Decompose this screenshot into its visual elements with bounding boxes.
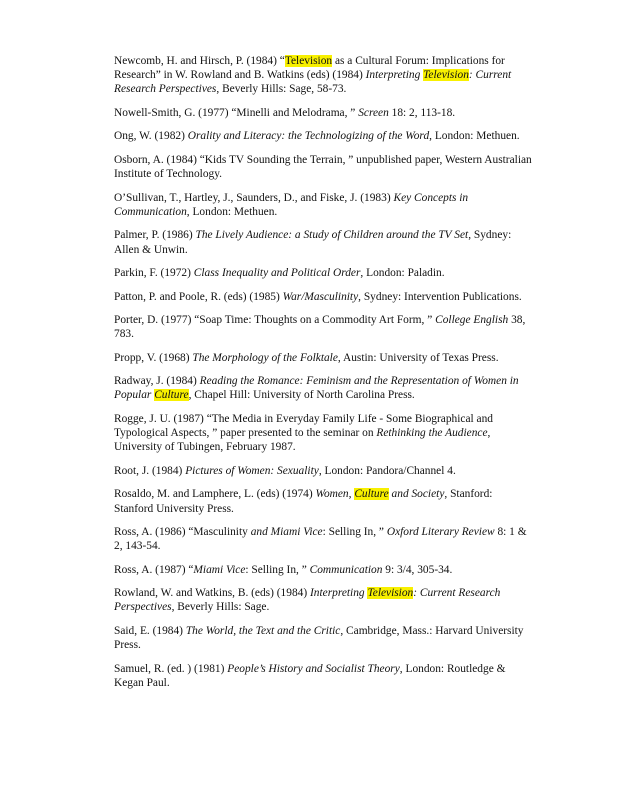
reference-text: : Selling In, ” [322, 526, 387, 539]
reference-text: O’Sullivan, T., Hartley, J., Saunders, D., and Fiske, J. (1983) [114, 191, 394, 204]
reference-text: 18: 2, 113-18. [388, 106, 456, 119]
italic-title: Women, [315, 488, 355, 501]
italic-title: Interpreting [365, 69, 424, 82]
reference-text: Parkin, F. (1972) [114, 267, 194, 280]
reference-text: Rogge, J. U. (1987) “The Media in Everyday Family Life - Some Biographical and Typological Aspects, ” paper presented to the seminar on [114, 412, 493, 440]
highlighted-term: Television [284, 55, 333, 67]
reference-text: , Stanford: Stanford University Press. [114, 488, 493, 515]
reference-text: : Selling In, ” [245, 563, 310, 576]
reference-text: , Beverly Hills: Sage, 58-73. [216, 83, 347, 96]
italic-title: : Current Research Perspectives [114, 587, 501, 614]
reference-entry [114, 412, 534, 455]
reference-text: Samuel, R. (ed. ) (1981) [114, 662, 228, 675]
reference-text: Ross, A. (1986) “Masculinity [114, 526, 251, 539]
reference-entry [114, 525, 534, 553]
italic-title: The Lively Audience: a Study of Children around the TV Set [195, 229, 469, 242]
italic-title: and Miami Vice [250, 526, 323, 539]
reference-entry [114, 351, 534, 365]
italic-title: Screen [358, 106, 389, 119]
reference-entry [114, 374, 534, 402]
reference-entry [114, 153, 534, 181]
reference-entry [114, 487, 534, 515]
reference-text: Said, E. (1984) [114, 624, 186, 637]
reference-text: , Austin: University of Texas Press. [337, 351, 499, 364]
reference-text: Nowell-Smith, G. (1977) “Minelli and Melodrama, ” [114, 106, 359, 119]
reference-text: , London: Methuen. [429, 130, 520, 143]
highlighted-term: Culture [354, 488, 389, 501]
reference-entry [114, 290, 534, 304]
reference-text: , London: Methuen. [186, 205, 278, 218]
reference-list [114, 54, 534, 699]
reference-text: 9: 3/4, 305-34. [382, 563, 453, 576]
reference-text: Osborn, A. (1984) “Kids TV Sounding the Terrain, ” unpublished paper, Western Australian Institute of Technology. [114, 153, 532, 181]
reference-text: Porter, D. (1977) “Soap Time: Thoughts on a Commodity Art Form, ” [114, 314, 436, 327]
reference-entry [114, 129, 534, 143]
italic-title: Miami Vice [193, 563, 246, 576]
reference-text: Ross, A. (1987) “ [114, 563, 194, 576]
reference-text: , Sydney: Intervention Publications. [358, 290, 522, 303]
italic-title: Reading the Romance: Feminism and the Representation of Women in Popular [114, 375, 519, 402]
reference-text: , London: Routledge & Kegan Paul. [114, 662, 506, 689]
reference-text: , Cambridge, Mass.: Harvard University Press. [114, 624, 524, 652]
reference-entry [114, 624, 534, 652]
italic-title: Orality and Literacy: the Technologizing of the Word [187, 130, 430, 143]
italic-title: Oxford Literary Review [386, 526, 495, 539]
reference-entry [114, 586, 534, 614]
reference-entry [114, 106, 534, 120]
reference-text: Newcomb, H. and Hirsch, P. (1984) “ [114, 55, 285, 67]
reference-entry [114, 191, 534, 219]
italic-title: The World, the Text and the Critic [185, 624, 341, 637]
reference-text: Root, J. (1984) [114, 464, 186, 477]
reference-text: , University of Tubingen, February 1987. [114, 427, 491, 454]
italic-title: Key Concepts in Communication [114, 191, 469, 218]
reference-entry [114, 313, 534, 341]
reference-text: Palmer, P. (1986) [114, 229, 196, 242]
italic-title: : Current Research Perspectives [114, 69, 512, 96]
italic-title: Interpreting [309, 587, 368, 600]
reference-text: Radway, J. (1984) [114, 375, 200, 388]
reference-text: Patton, P. and Poole, R. (eds) (1985) [114, 290, 283, 303]
italic-title: Rethinking the Audience [376, 427, 488, 440]
reference-text: Rowland, W. and Watkins, B. (eds) (1984) [114, 587, 310, 600]
reference-text: , London: Pandora/Channel 4. [318, 464, 456, 477]
reference-entry [114, 266, 534, 280]
reference-entry [114, 54, 534, 97]
reference-text: 38, 783. [114, 314, 526, 341]
reference-entry [114, 228, 534, 256]
italic-title: Communication [309, 563, 383, 576]
reference-text: , Beverly Hills: Sage. [171, 601, 270, 614]
reference-text: Ong, W. (1982) [114, 130, 188, 143]
reference-text: , London: Paladin. [360, 267, 445, 280]
reference-entry [114, 563, 534, 577]
italic-title: The Morphology of the Folktale [192, 351, 338, 364]
italic-title: Pictures of Women: Sexuality [185, 464, 319, 477]
italic-title: College English [435, 314, 509, 327]
reference-text: Propp, V. (1968) [114, 351, 193, 364]
italic-title: People’s History and Socialist Theory [227, 662, 400, 675]
reference-text: as a Cultural Forum: Implications for Research” in W. Rowland and B. Watkins (eds) (1984) [114, 55, 505, 82]
reference-text: , Sydney: Allen & Unwin. [114, 229, 512, 256]
highlighted-term: Television [367, 587, 414, 600]
reference-text: , Chapel Hill: University of North Carolina Press. [188, 389, 415, 402]
italic-title: Class Inequality and Political Order [193, 267, 361, 280]
reference-text: Rosaldo, M. and Lamphere, L. (eds) (1974) [114, 488, 316, 501]
reference-text: 8: 1 & 2, 143-54. [114, 526, 527, 553]
italic-title: and Society [388, 488, 445, 501]
highlighted-term: Television [423, 69, 469, 82]
italic-title: War/Masculinity [282, 290, 359, 303]
highlighted-term: Culture [154, 389, 189, 402]
reference-entry [114, 662, 534, 690]
reference-entry [114, 464, 534, 478]
